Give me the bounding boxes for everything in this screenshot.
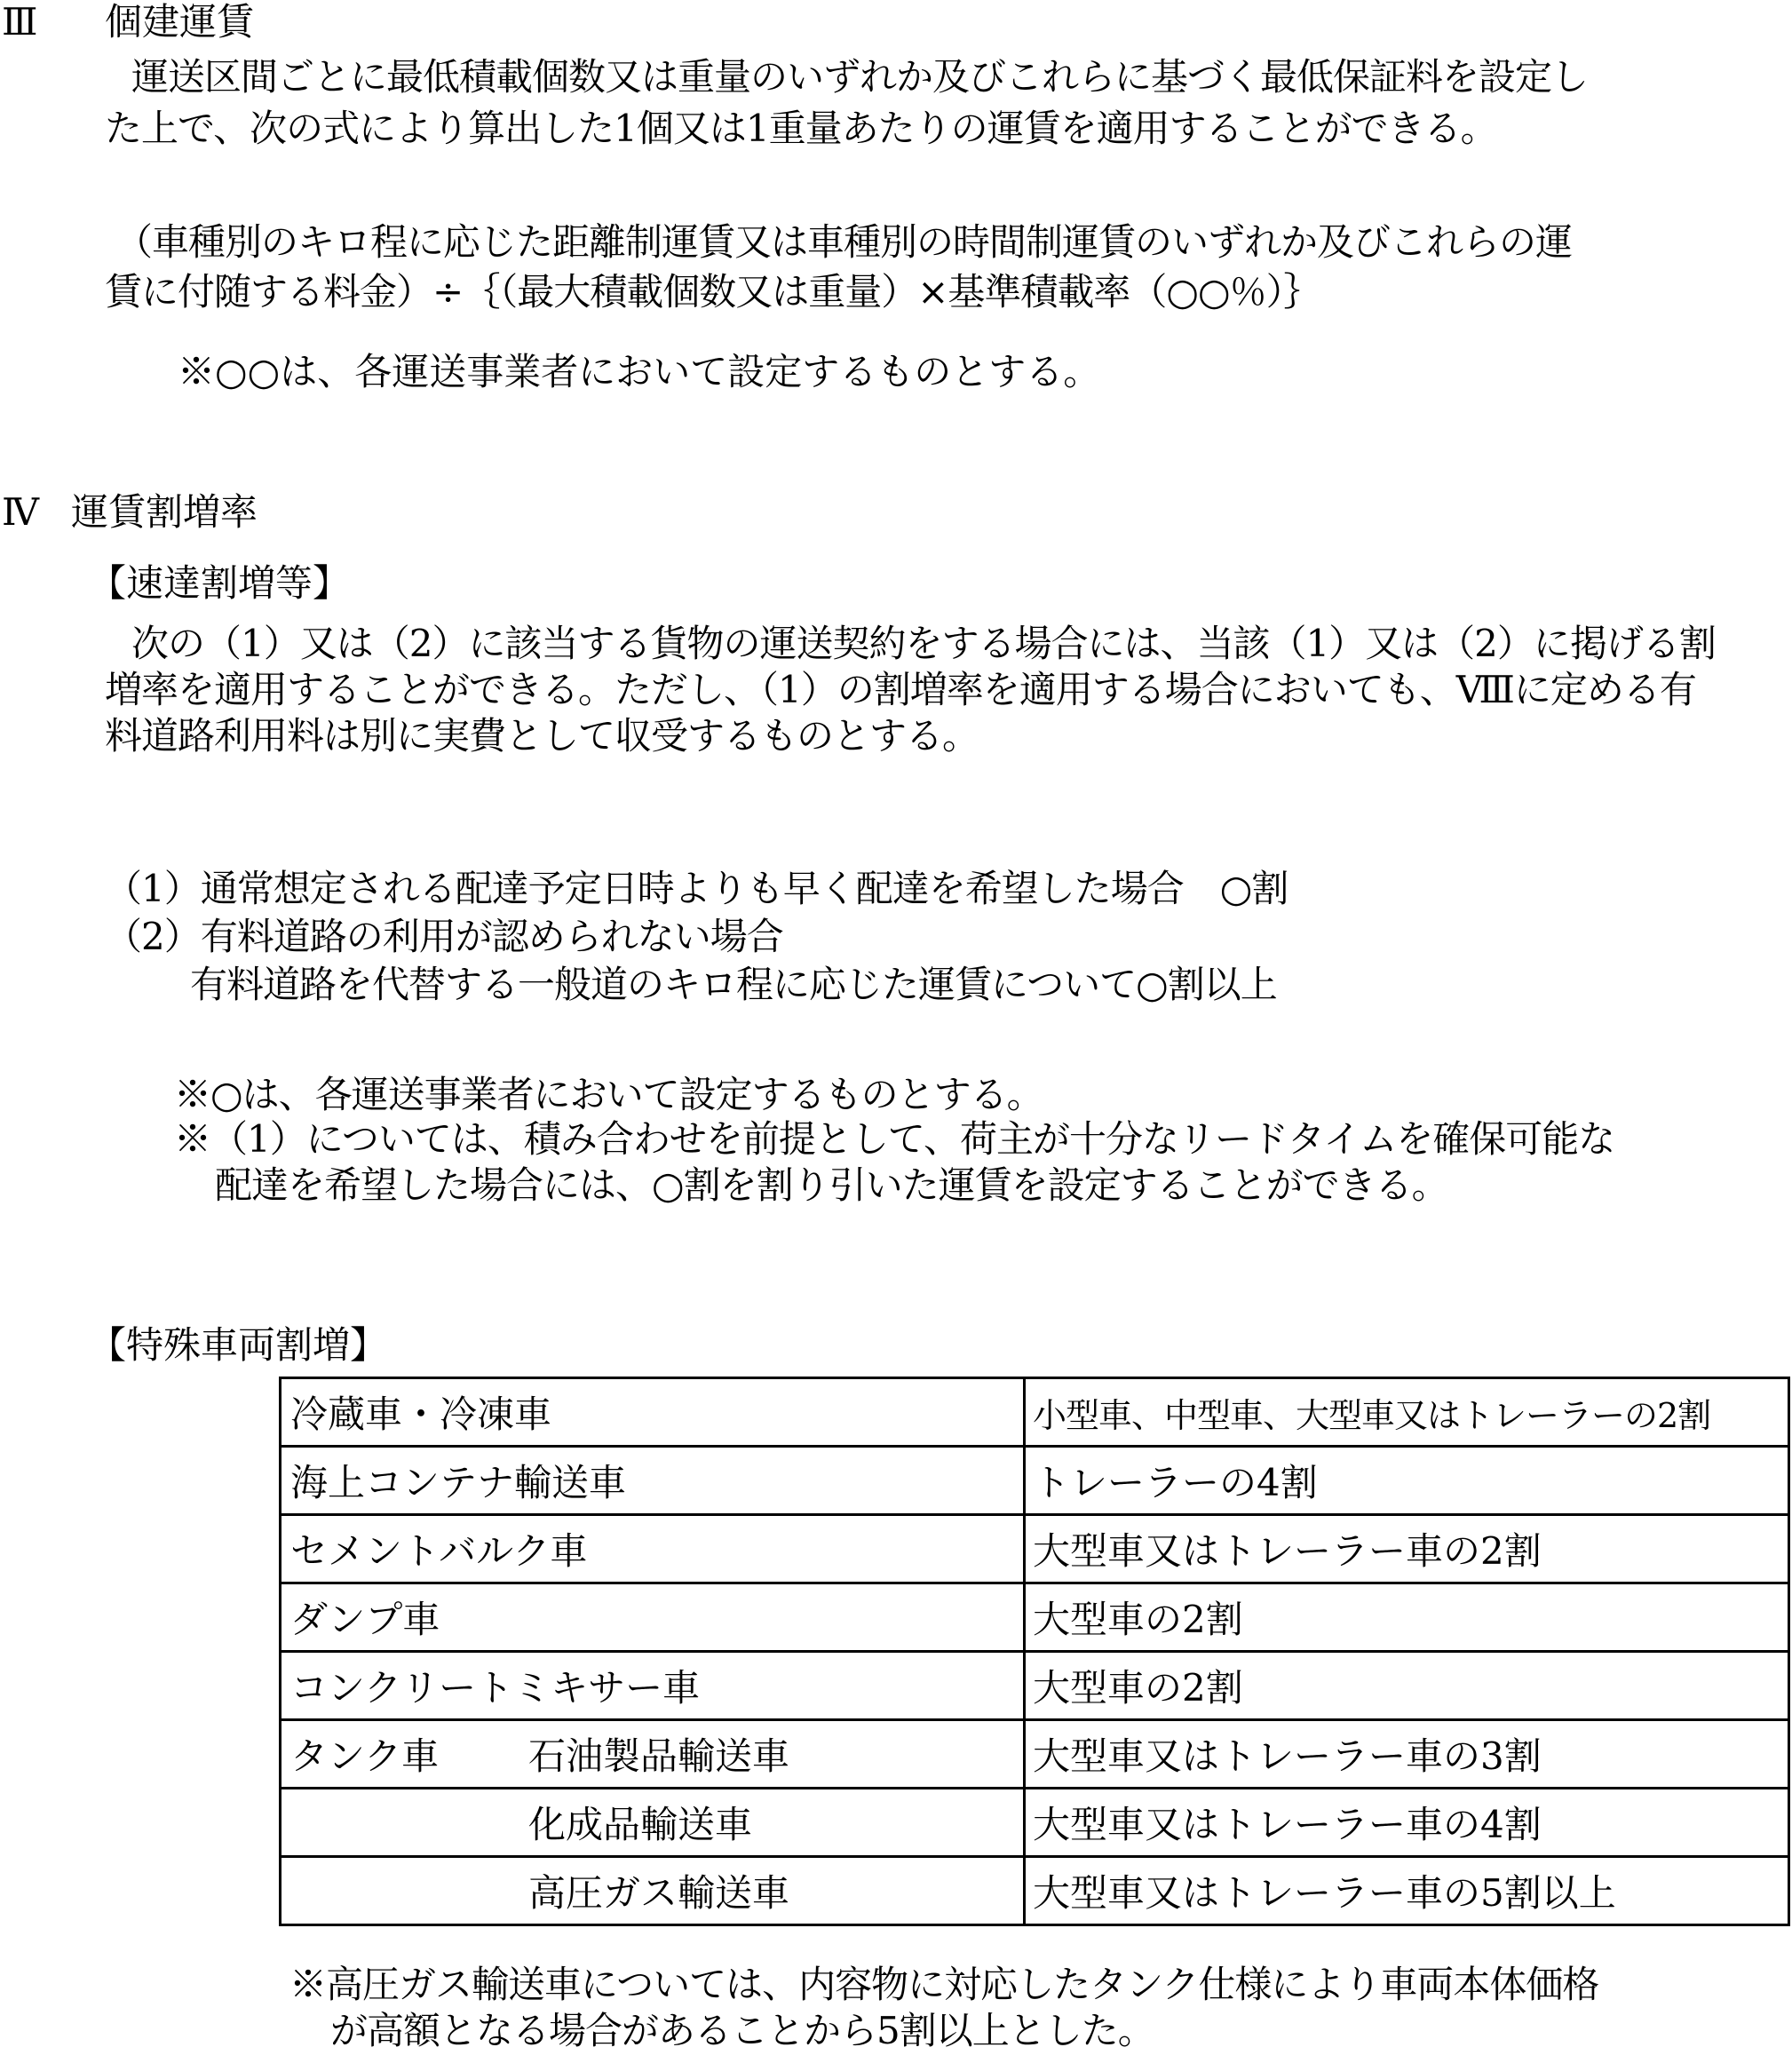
formula-line-1: （車種別のキロ程に応じた距離制運賃又は車種別の時間制運賃のいずれか及びこれらの運	[115, 220, 1573, 264]
table-footnote-line-2: が高額となる場合があることから5割以上とした。	[330, 2009, 1154, 2052]
table-row	[281, 1515, 1789, 1583]
vehicle-type-cell	[281, 1857, 1025, 1925]
express-heading: 【速達割増等】	[89, 561, 351, 605]
vehicle-subtype: 化成品輸送車	[528, 1803, 753, 1846]
surcharge-rate: 小型車、中型車、大型車又はトレーラーの2割	[1025, 1378, 1789, 1447]
section-4-title: 運賃割増率	[71, 490, 258, 534]
vehicle-type: 冷蔵車・冷凍車	[290, 1393, 552, 1436]
list-item-2: （2）有料道路の利用が認められない場合	[105, 915, 783, 958]
surcharge-rate: 大型車の2割	[1025, 1652, 1789, 1720]
section-3-paragraph-line-1: 運送区間ごとに最低積載個数又は重量のいずれか及びこれらに基づく最低保証料を設定し	[131, 55, 1589, 99]
vehicle-subtype: 石油製品輸送車	[528, 1734, 790, 1778]
vehicle-type-cell	[281, 1652, 1025, 1720]
vehicle-category: タンク車	[290, 1734, 440, 1778]
table-footnote-line-1: ※高圧ガス輸送車については、内容物に対応したタンク仕様により車両本体価格	[289, 1963, 1599, 2006]
list-item-2-detail: 有料道路を代替する一般道のキロ程に応じた運賃について○割以上	[190, 963, 1277, 1006]
vehicle-type: ダンプ車	[290, 1598, 440, 1641]
vehicle-type-cell	[281, 1720, 1025, 1789]
surcharge-rate: 大型車又はトレーラー車の2割	[1025, 1515, 1789, 1583]
special-vehicle-table	[279, 1377, 1790, 1926]
section-3-numeral: Ⅲ	[2, 0, 38, 44]
vehicle-type: 海上コンテナ輸送車	[290, 1461, 627, 1504]
vehicle-type: コンクリートミキサー車	[290, 1666, 701, 1710]
vehicle-type-cell	[281, 1583, 1025, 1652]
vehicle-type-cell	[281, 1789, 1025, 1857]
section-3-note: ※○○は、各運送事業者において設定するものとする。	[178, 350, 1101, 393]
surcharge-rate: 大型車又はトレーラー車の3割	[1025, 1720, 1789, 1789]
vehicle-subtype: 高圧ガス輸送車	[528, 1871, 790, 1915]
list-item-1: （1）通常想定される配達予定日時よりも早く配達を希望した場合 ○割	[105, 867, 1288, 910]
table-row	[281, 1789, 1789, 1857]
table-row	[281, 1583, 1789, 1652]
table-row	[281, 1652, 1789, 1720]
express-paragraph-line-3: 料道路利用料は別に実費として収受するものとする。	[105, 714, 979, 758]
table-row	[281, 1447, 1789, 1515]
express-note-2-line-2: 配達を希望した場合には、○割を割り引いた運賃を設定することができる。	[215, 1163, 1448, 1207]
special-vehicle-heading: 【特殊車両割増】	[89, 1323, 388, 1367]
express-note-1: ※○は、各運送事業者において設定するものとする。	[174, 1073, 1043, 1116]
table-row	[281, 1720, 1789, 1789]
section-4-numeral: Ⅳ	[2, 490, 39, 534]
surcharge-rate: 大型車又はトレーラー車の4割	[1025, 1789, 1789, 1857]
surcharge-rate: 大型車の2割	[1025, 1583, 1789, 1652]
table-row	[281, 1378, 1789, 1447]
express-paragraph-line-1: 次の（1）又は（2）に該当する貨物の運送契約をする場合には、当該（1）又は（2）に掲げる割	[131, 622, 1716, 665]
vehicle-type-cell	[281, 1515, 1025, 1583]
express-note-2-line-1: ※（1）については、積み合わせを前提として、荷主が十分なリードタイムを確保可能な	[174, 1117, 1615, 1161]
express-paragraph-line-2: 増率を適用することができる。ただし、（1）の割増率を適用する場合においても、Ⅷに定める有	[105, 668, 1696, 711]
section-3-paragraph-line-2: た上で、次の式により算出した1個又は1重量あたりの運賃を適用することができる。	[105, 107, 1497, 150]
section-3-title: 個建運賃	[105, 0, 255, 44]
vehicle-type: セメントバルク車	[290, 1529, 588, 1573]
vehicle-type-cell	[281, 1447, 1025, 1515]
vehicle-type-cell	[281, 1378, 1025, 1447]
surcharge-rate: トレーラーの4割	[1025, 1447, 1789, 1515]
surcharge-rate: 大型車又はトレーラー車の5割以上	[1025, 1857, 1789, 1925]
table-row	[281, 1857, 1789, 1925]
formula-line-2: 賃に付随する料金）÷｛（最大積載個数又は重量）×基準積載率（○○％）｝	[105, 270, 1320, 313]
